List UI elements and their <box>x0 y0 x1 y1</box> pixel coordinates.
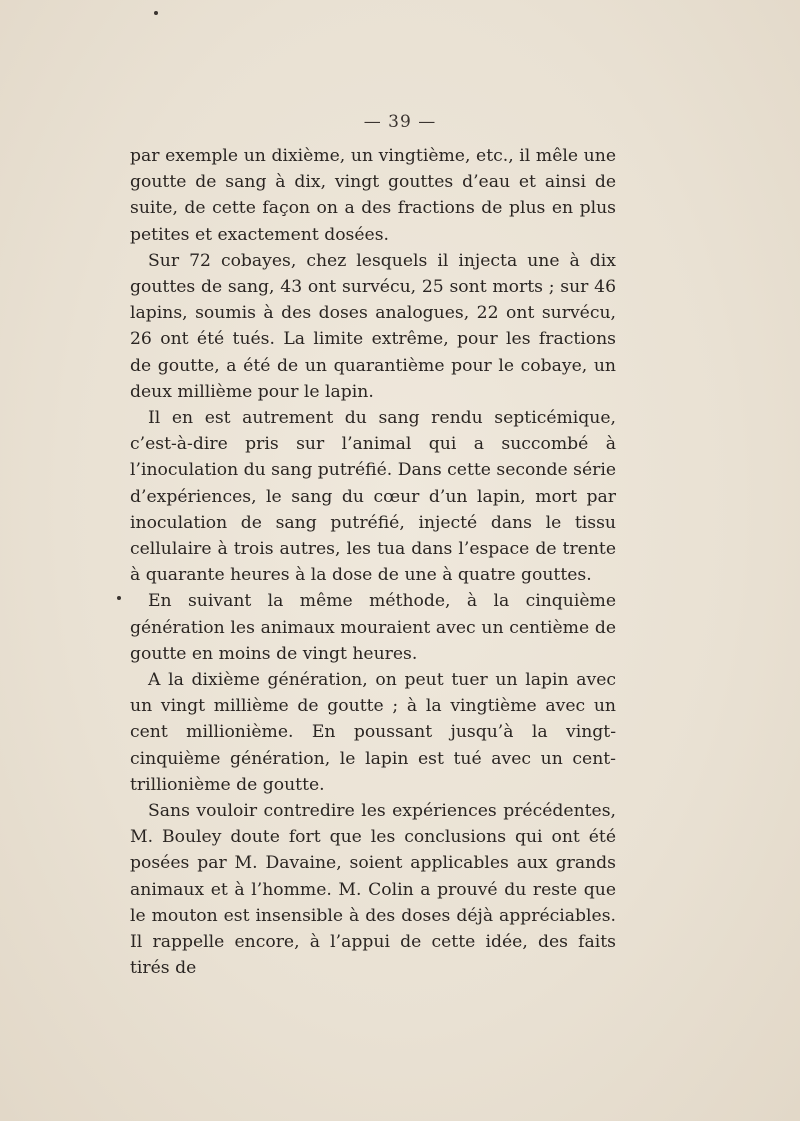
paragraph-3: Il en est autrement du sang rendu septicémique, c’est-à-dire pris sur l’animal qui a succombé à l’inoculation du sang putréfié. Dans cette seconde série d’expériences, le sang du cœur d’un lapin, mort par inoculation de sang putréfié, injecté dans le tissu cellulaire à trois autres, les tua dans l’espace de trente à quarante heures à la dose de une à quatre gouttes. <box>130 408 616 586</box>
paragraph-5: A la dixième génération, on peut tuer un lapin avec un vingt millième de goutte ; à la vingtième avec un cent millionième. En poussant jusqu’à la vingt-cinquième génération, le lapin est tué avec un cent-trillionième de goutte. <box>130 670 616 795</box>
page-number: — 39 — <box>363 112 437 132</box>
body-text <box>130 143 616 982</box>
paragraph-2: Sur 72 cobayes, chez lesquels il injecta une à dix gouttes de sang, 43 ont survécu, 25 sont morts ; sur 46 lapins, soumis à des doses analogues, 22 ont survécu, 26 ont été tués. La limite extrême, pour les fractions de goutte, a été de un quarantième pour le cobaye, un deux millième pour le lapin. <box>130 250 616 402</box>
paragraph-4: En suivant la même méthode, à la cinquième génération les animaux mouraient avec un centième de goutte en moins de vingt heures. <box>130 591 616 664</box>
ink-speck <box>117 596 121 600</box>
paragraph-6: Sans vouloir contredire les expériences précédentes, M. Bouley doute fort que les conclusions qui ont été posées par M. Davaine, soient applicables aux grands animaux et à l’homme. M. Colin a prouvé du reste que le mouton est insensible à des doses déjà appréciables. Il rappelle encore, à l’appui de cette idée, des faits tirés de <box>130 801 616 979</box>
ink-speck <box>154 11 158 15</box>
paragraph-1: par exemple un dixième, un vingtième, etc., il mêle une goutte de sang à dix, vingt gouttes d’eau et ainsi de suite, de cette façon on a des fractions de plus en plus petites et exactement dosées. <box>130 146 616 245</box>
